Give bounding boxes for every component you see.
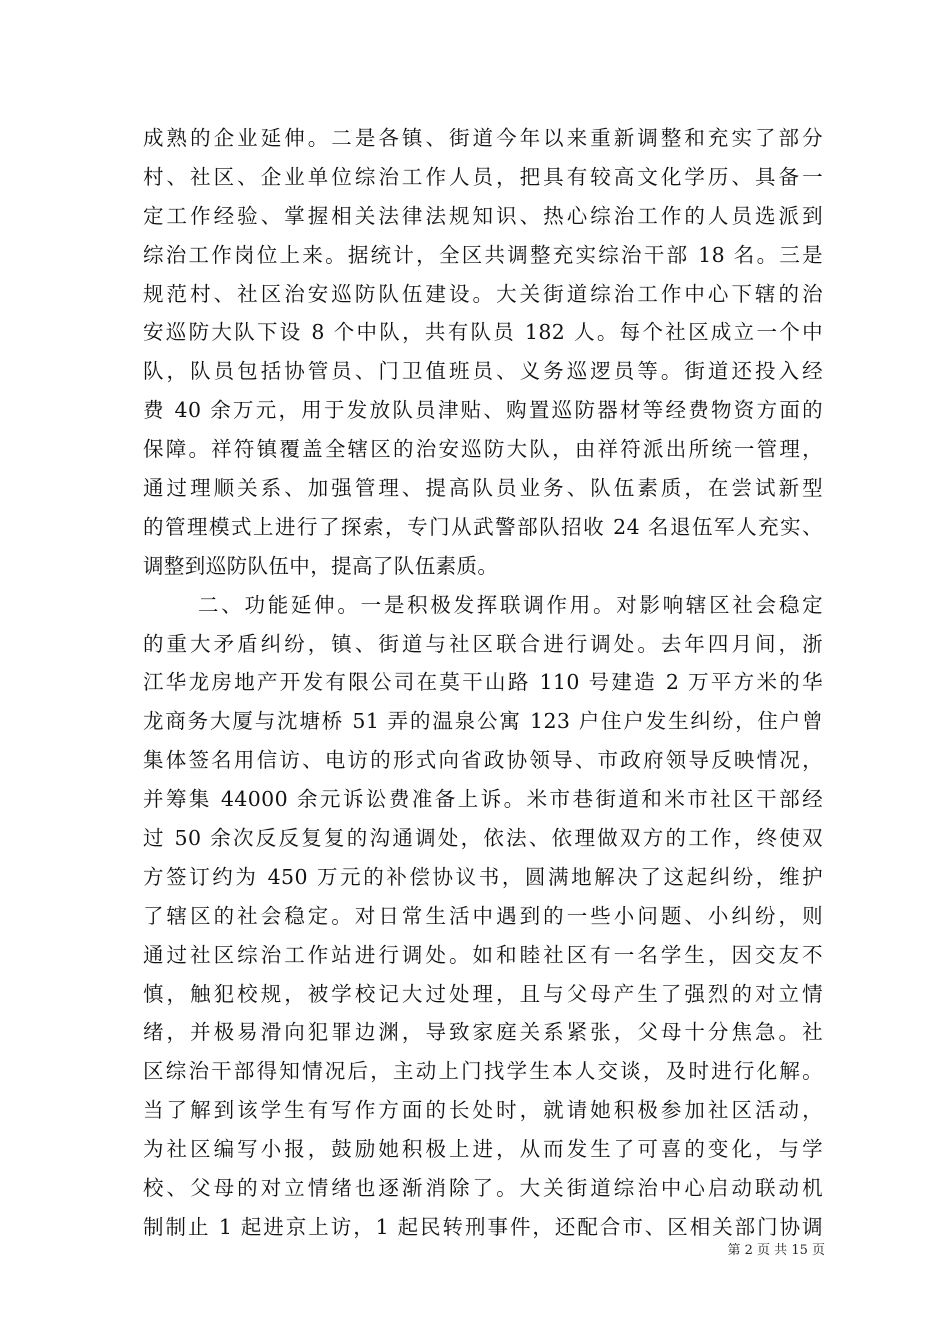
text-line: 成熟的企业延伸。二是各镇、街道今年以来重新调整和充实了部分 — [143, 126, 823, 150]
text-line: 江华龙房地产开发有限公司在莫干山路 110 号建造 2 万平方米的华 — [143, 670, 823, 695]
text-line: 并筹集 44000 余元诉讼费准备上诉。米市巷街道和米市社区干部经 — [143, 787, 823, 812]
text-line: 龙商务大厦与沈塘桥 51 弄的温泉公寓 123 户住户发生纠纷，住户曾 — [143, 709, 823, 734]
text-line: 安巡防大队下设 8 个中队，共有队员 182 人。每个社区成立一个中 — [143, 320, 823, 345]
text-line: 的管理模式上进行了探索，专门从武警部队招收 24 名退伍军人充实、 — [143, 514, 823, 539]
text-line: 方签订约为 450 万元的补偿协议书，圆满地解决了这起纠纷，维护 — [143, 864, 823, 889]
text-line: 规范村、社区治安巡防队伍建设。大关街道综治工作中心下辖的治 — [143, 281, 823, 306]
text-line: 费 40 余万元，用于发放队员津贴、购置巡防器材等经费物资方面的 — [143, 398, 823, 423]
text-line: 集体签名用信访、电访的形式向省政协领导、市政府领导反映情况， — [143, 748, 823, 773]
text-line: 保障。祥符镇覆盖全辖区的治安巡防大队，由祥符派出所统一管理， — [143, 437, 823, 462]
text-line: 的重大矛盾纠纷，镇、街道与社区联合进行调处。去年四月间，浙 — [143, 631, 823, 656]
text-line: 慎，触犯校规，被学校记大过处理，且与父母产生了强烈的对立情 — [143, 981, 823, 1006]
text-line: 制制止 1 起进京上访，1 起民转刑事件，还配合市、区相关部门协调 — [143, 1214, 823, 1239]
page-number-footer: 第 2 页 共 15 页 — [727, 1243, 825, 1258]
text-line: 了辖区的社会稳定。对日常生活中遇到的一些小问题、小纠纷，则 — [143, 903, 823, 928]
text-line: 当了解到该学生有写作方面的长处时，就请她积极参加社区活动， — [143, 1098, 823, 1123]
text-line: 为社区编写小报，鼓励她积极上进，从而发生了可喜的变化，与学 — [143, 1137, 823, 1162]
text-line: 定工作经验、掌握相关法律法规知识、热心综治工作的人员选派到 — [143, 203, 823, 228]
text-line: 通过理顺关系、加强管理、提高队员业务、队伍素质，在尝试新型 — [143, 476, 823, 501]
text-line: 村、社区、企业单位综治工作人员，把具有较高文化学历、具备一 — [143, 164, 823, 189]
text-line: 队，队员包括协管员、门卫值班员、义务巡逻员等。街道还投入经 — [143, 359, 823, 384]
text-line: 调整到巡防队伍中，提高了队伍素质。 — [143, 553, 499, 578]
text-line: 通过社区综治工作站进行调处。如和睦社区有一名学生，因交友不 — [143, 942, 823, 967]
text-line: 过 50 余次反反复复的沟通调处，依法、依理做双方的工作，终使双 — [143, 826, 823, 851]
text-line: 综治工作岗位上来。据统计，全区共调整充实综治干部 18 名。三是 — [143, 242, 823, 267]
text-line: 区综治干部得知情况后，主动上门找学生本人交谈，及时进行化解。 — [143, 1059, 823, 1084]
text-line-paragraph-start: 二、功能延伸。一是积极发挥联调作用。对影响辖区社会稳定 — [198, 592, 823, 617]
text-line: 绪，并极易滑向犯罪边渊，导致家庭关系紧张，父母十分焦急。社 — [143, 1020, 823, 1045]
text-line: 校、父母的对立情绪也逐渐消除了。大关街道综治中心启动联动机 — [143, 1176, 823, 1201]
body-text — [143, 119, 823, 1247]
